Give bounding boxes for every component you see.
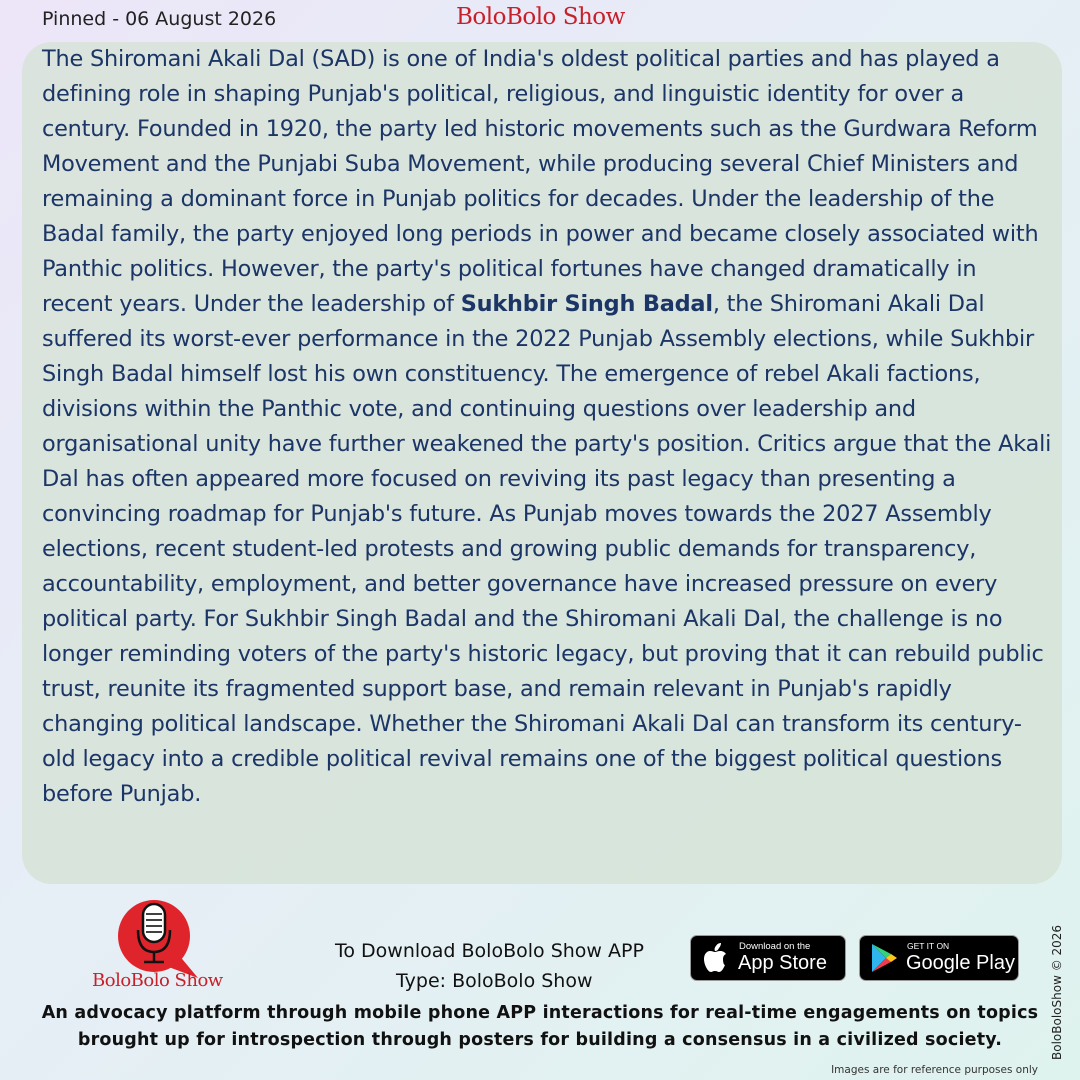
download-search-hint: Type: BoloBolo Show <box>396 970 593 992</box>
google-play-button[interactable] <box>859 935 1019 981</box>
app-store-button[interactable] <box>690 935 846 981</box>
tagline-line-2: brought up for introspection through posters for building a consensus in a civilized society. <box>77 1030 1003 1050</box>
disclaimer-text: Images are for reference purposes only <box>831 1064 1038 1076</box>
app-store-label: App Store <box>738 952 827 974</box>
google-play-label: Google Play <box>906 952 1015 974</box>
tagline <box>0 1000 1080 1054</box>
article-bold-name: Sukhbir Singh Badal <box>460 291 713 317</box>
article-text-start: The Shiromani Akali Dal (SAD) is one of India's oldest political parties and has played a defining role in shaping Punjab's political, religious, and linguistic identity for over a century. Founded in 1920, the party led historic movements such as the Gurdwara Reform Movement and the Punjabi Suba Movement, while producing several Chief Ministers and remaining a dominant force in Punjab politics for decades. Under the leadership of the Badal family, the party enjoyed long periods in power and became closely associated with Panthic politics. However, the party's political fortunes have changed dramatically in recent years. Under the leadership of <box>42 46 1039 317</box>
brand-title: BoloBolo Show <box>456 4 625 30</box>
tagline-line-1: An advocacy platform through mobile phone APP interactions for real-time engagements on topics <box>41 1003 1039 1023</box>
google-play-icon <box>869 942 899 974</box>
app-store-small-text: Download on the <box>739 941 811 952</box>
logo-text: BoloBolo Show <box>92 970 223 991</box>
google-play-small-text: GET IT ON <box>907 941 950 951</box>
article-text-end: , the Shiromani Akali Dal suffered its worst-ever performance in the 2022 Punjab Assembly elections, while Sukhbir Singh Badal himself lost his own constituency. The emergence of rebel Akali factions, divisions within the Panthic vote, and continuing questions over leadership and organisational unity have further weakened the party's position. Critics argue that the Akali Dal has often appeared more focused on reviving its past legacy than presenting a convincing roadmap for Punjab's future. As Punjab moves towards the 2027 Assembly elections, recent student-led protests and growing public demands for transparency, accountability, employment, and better governance have increased pressure on every political party. For Sukhbir Singh Badal and the Shiromani Akali Dal, the challenge is no longer reminding voters of the party's historic legacy, but proving that it can rebuild public trust, reunite its fragmented support base, and remain relevant in Punjab's rapidly changing political landscape. Whether the Shiromani Akali Dal can transform its century-old legacy into a credible political revival remains one of the biggest political questions before Punjab. <box>42 291 1052 807</box>
apple-icon <box>702 941 732 975</box>
article-body <box>42 42 1052 812</box>
download-instruction: To Download BoloBolo Show APP <box>335 940 644 962</box>
copyright-text: BoloBoloShow © 2026 <box>1050 924 1064 1060</box>
pinned-date: Pinned - 06 August 2026 <box>42 8 277 30</box>
